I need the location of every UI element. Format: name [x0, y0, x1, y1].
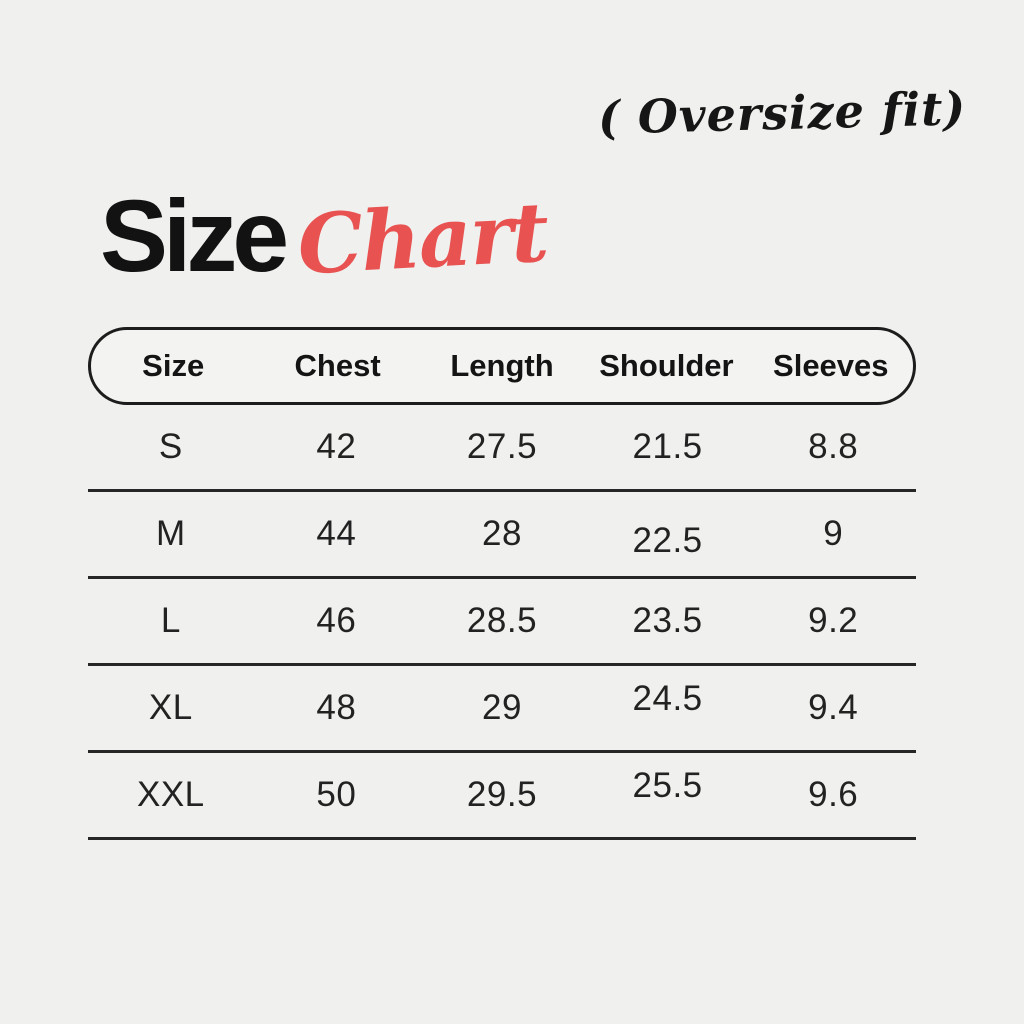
column-header-size: Size [142, 348, 205, 383]
cell-size: S [158, 427, 183, 466]
cell-size: L [160, 601, 181, 640]
column-header-chest: Chest [294, 348, 381, 383]
cell-sleeves: 8.8 [808, 427, 859, 466]
size-chart-table [88, 327, 916, 840]
title-size-text: Size [100, 179, 285, 293]
cell-shoulder: 21.5 [632, 427, 703, 466]
cell-length: 28.5 [466, 601, 538, 640]
cell-sleeves: 9.2 [808, 601, 859, 640]
cell-length: 28 [482, 514, 522, 553]
cell-chest: 48 [316, 688, 357, 727]
cell-size: XL [148, 688, 193, 727]
cell-chest: 44 [316, 514, 357, 553]
cell-shoulder: 24.5 [632, 679, 703, 718]
column-header-sleeves: Sleeves [773, 348, 889, 383]
table-row-m [88, 492, 916, 579]
cell-shoulder: 22.5 [632, 521, 703, 560]
table-row-l [88, 579, 916, 666]
column-header-shoulder: Shoulder [599, 348, 734, 383]
table-row-xxl [88, 753, 916, 840]
cell-sleeves: 9.4 [808, 688, 859, 727]
cell-shoulder: 25.5 [632, 766, 703, 805]
cell-sleeves: 9 [823, 514, 844, 553]
cell-shoulder: 23.5 [632, 601, 703, 640]
cell-length: 27.5 [466, 427, 538, 466]
column-header-length: Length [450, 348, 554, 383]
page-title [100, 178, 550, 295]
cell-chest: 50 [316, 775, 357, 814]
table-body [88, 405, 916, 840]
table-row-s [88, 405, 916, 492]
cell-chest: 42 [316, 427, 357, 466]
title-chart-text: Chart [295, 184, 550, 294]
cell-size: M [155, 514, 186, 553]
table-header-row [88, 327, 916, 405]
oversize-fit-note: ( Oversize fit) [597, 81, 967, 145]
cell-chest: 46 [316, 601, 357, 640]
cell-length: 29 [482, 688, 522, 727]
cell-sleeves: 9.6 [808, 775, 859, 814]
table-row-xl [88, 666, 916, 753]
cell-size: XXL [136, 775, 205, 814]
cell-length: 29.5 [466, 775, 538, 814]
